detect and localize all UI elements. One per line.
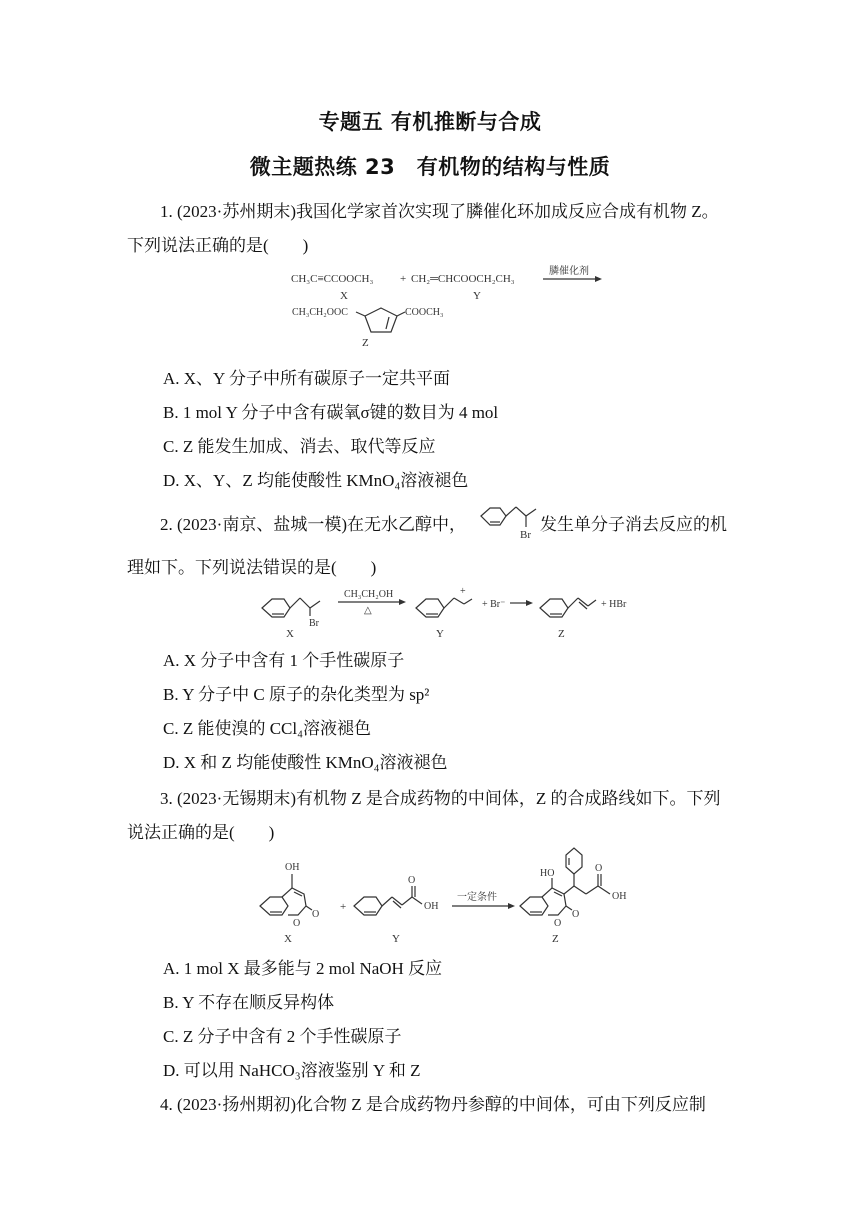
section-title: 专题五 有机推断与合成 [318, 110, 542, 134]
q1-product-right-group: COOCH₃ [405, 307, 444, 318]
q2-y-bond2 [454, 598, 464, 604]
q2-y-bond1 [444, 598, 454, 608]
q2-inline-bond2 [516, 507, 526, 516]
q2-stem-line2: 理如下。下列说法错误的是( ) [127, 558, 377, 577]
q3-option-c: C. Z 分子中含有 2 个手性碳原子 [163, 1027, 402, 1046]
q3-x-carbonyl-o: O [312, 909, 320, 920]
q1-condition: 膦催化剂 [549, 266, 589, 277]
q3-z-o: O [595, 863, 603, 874]
q2-x-methyl [310, 601, 320, 608]
q2-plus-hbr: + HBr [601, 599, 627, 610]
q1-reactant-x: CH₃C≡CCOOCH₃ [291, 273, 374, 285]
q2-stem-line1b: 发生单分子消去反应的机 [540, 515, 727, 534]
q2-option-d: D. X 和 Z 均能使酸性 KMnO₄溶液褪色 [163, 753, 448, 772]
q2-stem-line1a: 2. (2023·南京、盐城一模)在无水乙醇中， [160, 515, 466, 534]
q2-inline-methyl [526, 509, 536, 516]
q1-reaction-diagram [285, 262, 625, 354]
q2-label-x: X [286, 628, 294, 640]
q3-z-ho: HO [540, 868, 555, 879]
q3-arrow-head [508, 903, 515, 909]
q1-option-a: A. X、Y 分子中所有碳原子一定共平面 [163, 369, 450, 388]
q2-inline-bond1 [506, 507, 516, 516]
q2-z-bond3 [588, 600, 596, 606]
q2-label-y: Y [436, 628, 444, 640]
q3-condition: 一定条件 [457, 892, 497, 903]
q2-option-a: A. X 分子中含有 1 个手性碳原子 [163, 651, 405, 670]
q2-inline-br-label: Br [520, 529, 531, 541]
page-subtitle: 微主题热练 23 有机物的结构与性质 [249, 155, 611, 179]
q1-bond-right [397, 312, 405, 316]
q1-reactant-y: CH₂═CHCOOCH₂CH₃ [411, 273, 515, 285]
q3-synthesis-diagram [252, 842, 672, 948]
q3-y-double2 [393, 901, 401, 908]
q2-y-bond3 [464, 599, 472, 604]
q2-z-double2 [579, 602, 587, 609]
q3-label-z: Z [552, 933, 559, 945]
q2-inline-structure-x [476, 496, 540, 542]
q2-arrow1-head [399, 599, 406, 605]
q2-condition-bottom: △ [364, 605, 372, 616]
q1-option-d: D. X、Y、Z 均能使酸性 KMnO₄溶液褪色 [163, 471, 469, 490]
q3-z-bond-ch [564, 886, 574, 894]
q3-z-carbonyl-o: O [572, 909, 580, 920]
q3-label-x: X [284, 933, 292, 945]
q1-cyclopentene-ring [365, 308, 397, 332]
q1-label-y: Y [473, 290, 481, 302]
q3-y-oh: OH [424, 901, 439, 912]
q1-label-z: Z [362, 337, 369, 349]
q3-z-bond-ch2 [574, 886, 586, 894]
q3-z-oh: OH [612, 891, 627, 902]
q3-z-coh [598, 886, 610, 894]
q1-stem-line1: 1. (2023·苏州期末)我国化学家首次实现了膦催化环加成反应合成有机物 Z。 [160, 202, 719, 221]
q3-x-oh: OH [285, 862, 300, 873]
q3-y-bond3 [402, 897, 412, 905]
q1-option-b: B. 1 mol Y 分子中含有碳氧σ键的数目为 4 mol [163, 403, 499, 422]
q1-bond-left [356, 312, 365, 316]
q3-plus: + [340, 901, 347, 913]
q3-option-b: B. Y 不存在顺反异构体 [163, 993, 335, 1012]
q3-z-bond-cooh [586, 886, 598, 894]
q1-plus: + [400, 273, 407, 285]
q2-y-charge: + [460, 586, 466, 597]
q3-label-y: Y [392, 933, 400, 945]
q2-z-bond1 [568, 598, 578, 608]
q3-z-ring-o: O [554, 918, 562, 929]
q3-stem-line1: 3. (2023·无锡期末)有机物 Z 是合成药物的中间体，Z 的合成路线如下。下列 [160, 789, 721, 808]
q1-arrowhead [595, 276, 602, 282]
q2-label-z: Z [558, 628, 565, 640]
q2-x-br: Br [309, 618, 319, 629]
q2-option-b: B. Y 分子中 C 原子的杂化类型为 sp² [163, 685, 430, 704]
q2-x-bond1 [290, 598, 300, 608]
q2-x-bond2 [300, 598, 310, 608]
q1-product-left-group: CH₃CH₂OOC [292, 307, 348, 318]
q2-option-c: C. Z 能使溴的 CCl₄溶液褪色 [163, 719, 372, 738]
q3-y-bond1 [382, 897, 392, 906]
q1-double-bond-inner [386, 317, 389, 329]
q2-mechanism-diagram [256, 582, 641, 642]
q2-condition-top: CH₃CH₂OH [344, 589, 394, 600]
q2-arrow2-head [526, 600, 533, 606]
q3-x-ring-o: O [293, 918, 301, 929]
q4-stem-line1: 4. (2023·扬州期初)化合物 Z 是合成药物丹参醇的中间体，可由下列反应制 [160, 1095, 706, 1114]
q3-y-o: O [408, 875, 416, 886]
q1-option-c: C. Z 能发生加成、消去、取代等反应 [163, 437, 436, 456]
q2-plus-br: + Br⁻ [482, 599, 506, 610]
q3-stem-line2: 说法正确的是( ) [127, 823, 275, 842]
q1-label-x: X [340, 290, 348, 302]
q3-y-coh [412, 897, 422, 904]
q3-option-a: A. 1 mol X 最多能与 2 mol NaOH 反应 [163, 959, 443, 978]
q3-option-d: D. 可以用 NaHCO₃溶液鉴别 Y 和 Z [163, 1061, 421, 1080]
q1-stem-line2: 下列说法正确的是( ) [127, 236, 309, 255]
